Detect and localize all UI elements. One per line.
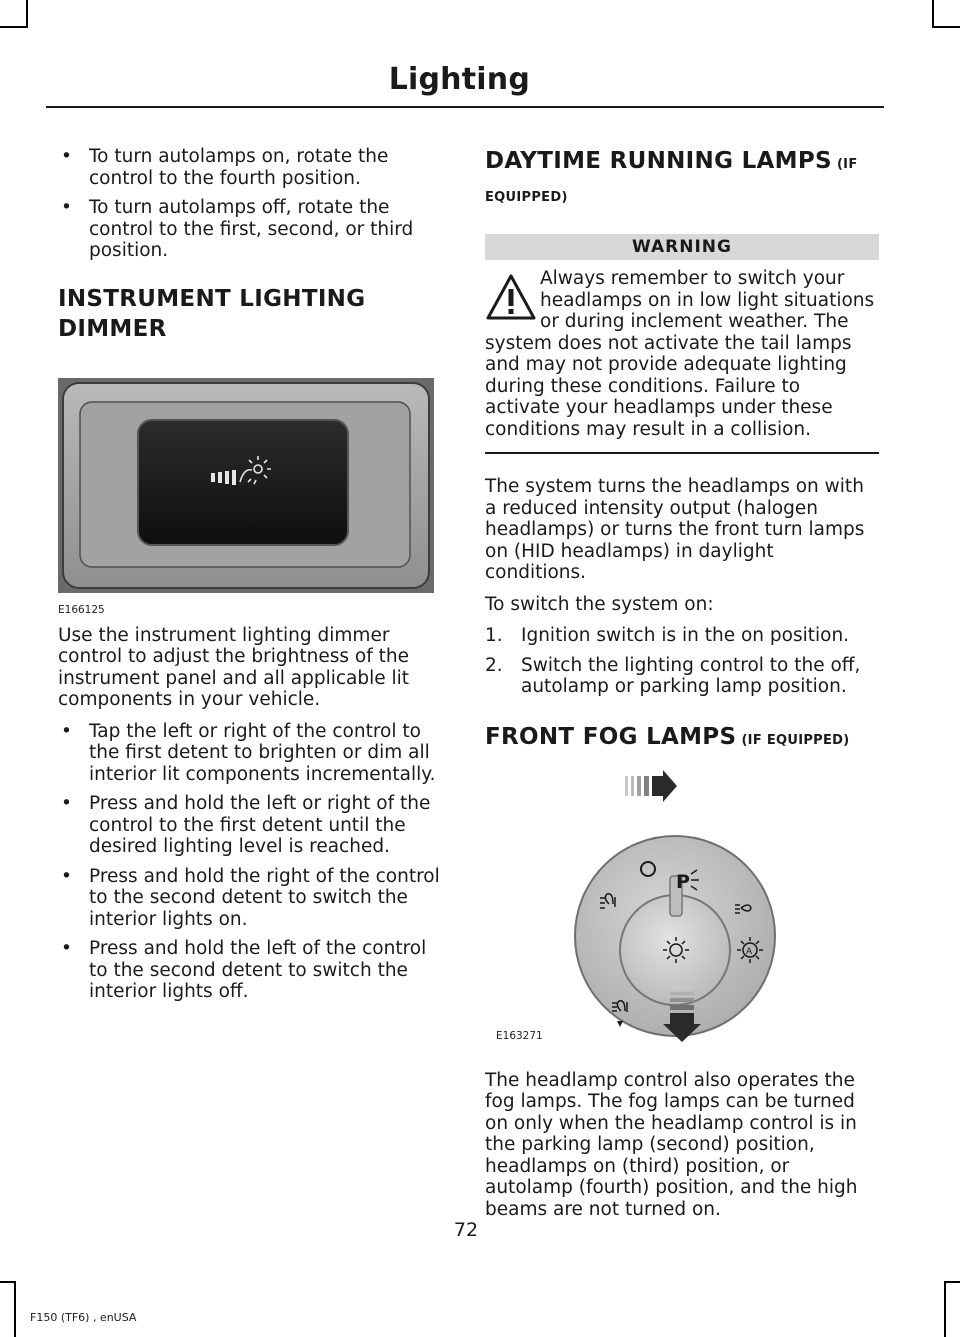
section-heading-instrument-dimmer: INSTRUMENT LIGHTING DIMMER: [58, 285, 366, 342]
crop-mark-bottom-left-v: [14, 1281, 16, 1337]
figure-label: E166125: [58, 603, 105, 616]
bullet-marker: •: [61, 197, 72, 218]
bullet-dimmer-hold: • Press and hold the left or right of the control to the first detent until the desired lighting level is reached.: [61, 793, 431, 857]
crop-mark-top-right-v: [932, 0, 934, 28]
step-1: 1. Ignition switch is in the on position.: [485, 625, 850, 646]
crop-mark-bottom-left: [0, 1281, 14, 1283]
bullet-autolamps-on: • To turn autolamps on, rotate the control to the fourth position.: [61, 146, 389, 189]
bullet-marker: •: [61, 720, 72, 742]
pull-arrow-right: [625, 770, 677, 802]
crop-mark-bottom-right-v: [944, 1281, 946, 1337]
bullet-dimmer-lights-off: • Press and hold the left of the control to the second detent to switch the interior lights off.: [61, 938, 427, 1002]
headlamp-control-figure: [485, 764, 879, 1070]
section-heading-drl: DAYTIME RUNNING LAMPS (IF EQUIPPED): [485, 148, 858, 205]
dimmer-control-illustration: [58, 378, 434, 593]
bullet-dimmer-lights-on: • Press and hold the right of the control to the second detent to switch the interior lights on.: [61, 865, 440, 930]
crop-mark-bottom-right: [946, 1281, 960, 1283]
crop-mark-top-left: [0, 26, 26, 28]
figure-label: E163271: [496, 1029, 543, 1042]
left-column: [58, 146, 444, 1011]
svg-text:P: P: [676, 870, 690, 893]
step-2: 2. Switch the lighting control to the off, autolamp or parking lamp position.: [485, 654, 861, 697]
warning-title-bar: WARNING: [485, 234, 879, 260]
svg-text:A: A: [746, 946, 753, 957]
dimmer-intro: Use the instrument lighting dimmer control to adjust the brightness of the instrument panel and all applicable lit components in your vehicle.: [58, 624, 410, 710]
crop-mark-top-right: [934, 26, 960, 28]
bullet-dimmer-tap: • Tap the left or right of the control to the first detent to brighten or dim all interior lit components incrementally.: [61, 720, 436, 785]
warning-rule: [485, 452, 879, 454]
bullet-autolamps-off: • To turn autolamps off, rotate the control to the first, second, or third position.: [61, 197, 414, 261]
headlamp-dial-illustration: [485, 764, 879, 1070]
bullet-marker: •: [61, 938, 72, 959]
warning-block: Always remember to switch your headlamps on in low light situations or during inclement weather. The system does not activate the tail lamps and may not provide adequate lighting during these conditions. Failure to activate your headlamps under these conditions may result in a collision.: [485, 268, 879, 454]
fog-paragraph: The headlamp control also operates the fog lamps. The fog lamps can be turned on only when the headlamp control is in the parking lamp (second) position, headlamps on (third) position, or autolamp (fourth) position, and the high beams are not turned on.: [485, 1069, 858, 1220]
bullet-marker: •: [61, 146, 72, 167]
crop-mark-top-left-v: [26, 0, 28, 28]
page-number: 72: [453, 1219, 479, 1241]
header-rule: [46, 106, 884, 108]
drl-paragraph: The system turns the headlamps on with a reduced intensity output (halogen headlamps) or turns the front turn lamps on (HID headlamps) in daylight conditions.: [485, 476, 865, 583]
page-header-title: Lighting: [388, 62, 530, 97]
warning-triangle-icon: [485, 270, 537, 330]
switch-intro: To switch the system on:: [485, 593, 714, 615]
bullet-marker: •: [61, 865, 72, 887]
dimmer-figure: [58, 378, 434, 614]
section-heading-fog: FRONT FOG LAMPS (IF EQUIPPED): [485, 723, 850, 750]
bullet-marker: •: [61, 793, 72, 814]
right-column: [485, 146, 879, 1230]
document-id: F150 (TF6) , enUSA: [30, 1311, 137, 1324]
